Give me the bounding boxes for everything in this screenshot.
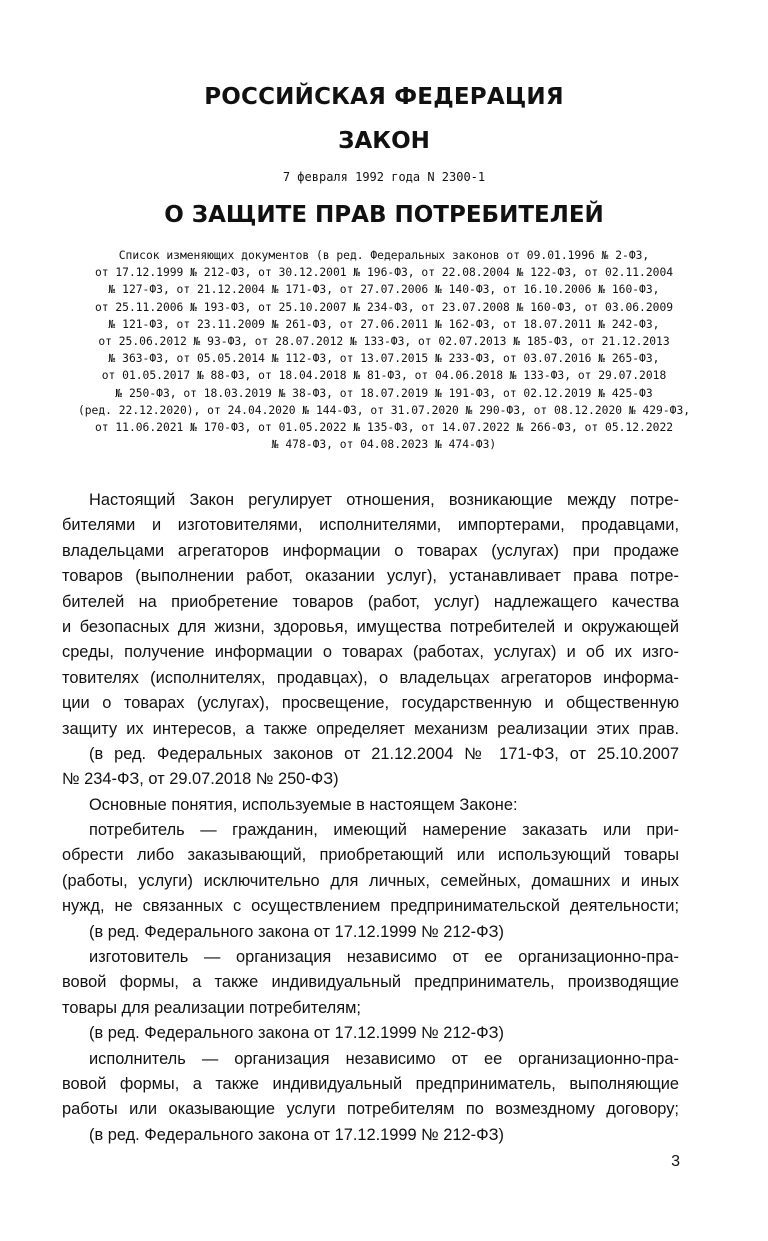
amendment-line: № 363-ФЗ, от 05.05.2014 № 112-ФЗ, от 13.07.2015 № 233-ФЗ, от 03.07.2016 № 265-ФЗ,	[108, 352, 660, 366]
amendment-line: № 250-ФЗ, от 18.03.2019 № 38-ФЗ, от 18.07.2019 № 191-ФЗ, от 02.12.2019 № 425-ФЗ	[115, 386, 653, 400]
law-body-text	[0, 488, 768, 1148]
body-line: вовой формы, а также индивидуальный предприниматель, производящие	[62, 973, 679, 992]
body-line: и безопасных для жизни, здоровья, имущества потребителей и окружающей	[62, 617, 679, 636]
body-line: бителей на приобретение товаров (работ, услуг) надлежащего качества	[62, 592, 679, 611]
body-line: владельцами агрегаторов информации о товарах (услугах) при продаже	[62, 541, 679, 560]
body-line: работы или оказывающие услуги потребителям по возмездному договору;	[62, 1100, 679, 1119]
amendment-line: (ред. 22.12.2020), от 24.04.2020 № 144-ФЗ, от 31.07.2020 № 290-ФЗ, от 08.12.2020 № 429-ФЗ,	[77, 403, 691, 417]
body-line: изготовитель — организация независимо от ее организационно-пра-	[89, 948, 679, 967]
amendment-line: от 17.12.1999 № 212-ФЗ, от 30.12.2001 № 196-ФЗ, от 22.08.2004 № 122-ФЗ, от 02.11.2004	[94, 266, 674, 280]
amendment-line: Список изменяющих документов (в ред. Федеральных законов от 09.01.1996 № 2-ФЗ,	[118, 249, 650, 262]
body-line: исполнитель — организация независимо от ее организационно-пра-	[89, 1049, 679, 1068]
law-date: 7 февраля 1992 года N 2300-1	[282, 170, 486, 184]
amendment-line: от 25.06.2012 № 93-ФЗ, от 28.07.2012 № 133-ФЗ, от 02.07.2013 № 185-ФЗ, от 21.12.2013	[98, 335, 670, 349]
amendments-list	[60, 247, 708, 453]
amendment-line: от 01.05.2017 № 88-ФЗ, от 18.04.2018 № 81-ФЗ, от 04.06.2018 № 133-ФЗ, от 29.07.2018	[101, 369, 667, 383]
body-line: потребитель — гражданин, имеющий намерение заказать или при-	[89, 821, 679, 840]
page-number: 3	[671, 1153, 680, 1170]
body-line: товаров (выполнении работ, оказании услуг), устанавливает права потре-	[62, 567, 679, 586]
law-heading: ЗАКОН	[338, 128, 430, 154]
country-heading: РОССИЙСКАЯ ФЕДЕРАЦИЯ	[204, 84, 564, 110]
body-line: ции о товарах (услугах), просвещение, государственную и общественную	[62, 694, 679, 713]
body-line: товителях (исполнителях, продавцах), о владельцах агрегаторов информа-	[62, 668, 679, 687]
body-line: (в ред. Федерального закона от 17.12.1999 № 212-ФЗ)	[89, 1024, 504, 1043]
body-line: обрести либо заказывающий, приобретающий или использующий товары	[62, 846, 679, 865]
amendment-line: от 25.11.2006 № 193-ФЗ, от 25.10.2007 № 234-ФЗ, от 23.07.2008 № 160-ФЗ, от 03.06.2009	[94, 300, 674, 314]
body-line: № 234-ФЗ, от 29.07.2018 № 250-ФЗ)	[62, 770, 339, 789]
body-line: Основные понятия, используемые в настоящем Законе:	[89, 795, 518, 814]
body-line: (в ред. Федеральных законов от 21.12.2004 № 171-ФЗ, от 25.10.2007	[89, 744, 679, 763]
body-line: Настоящий Закон регулирует отношения, возникающие между потре-	[89, 491, 679, 509]
body-line: бителями и изготовителями, исполнителями, импортерами, продавцами,	[62, 516, 679, 535]
amendment-line: от 11.06.2021 № 170-ФЗ, от 01.05.2022 № 135-ФЗ, от 14.07.2022 № 266-ФЗ, от 05.12.2022	[94, 421, 674, 435]
amendment-line: № 121-ФЗ, от 23.11.2009 № 261-ФЗ, от 27.06.2011 № 162-ФЗ, от 18.07.2011 № 242-ФЗ,	[108, 317, 660, 331]
body-line: товары для реализации потребителям;	[62, 998, 361, 1017]
amendment-line: № 478-ФЗ, от 04.08.2023 № 474-ФЗ)	[271, 438, 497, 452]
body-line: вовой формы, а также индивидуальный предприниматель, выполняющие	[62, 1074, 679, 1093]
body-line: (работы, услуги) исключительно для личных, семейных, домашних и иных	[62, 871, 679, 890]
body-line: среды, получение информации о товарах (работах, услугах) и об их изго-	[62, 643, 679, 662]
body-line: (в ред. Федерального закона от 17.12.1999 № 212-ФЗ)	[89, 1125, 504, 1144]
law-title: О ЗАЩИТЕ ПРАВ ПОТРЕБИТЕЛЕЙ	[164, 202, 604, 228]
amendment-line: № 127-ФЗ, от 21.12.2004 № 171-ФЗ, от 27.07.2006 № 140-ФЗ, от 16.10.2006 № 160-ФЗ,	[108, 283, 660, 297]
body-line: нужд, не связанных с осуществлением предпринимательской деятельности;	[62, 897, 679, 916]
body-line: (в ред. Федерального закона от 17.12.1999 № 212-ФЗ)	[89, 922, 504, 941]
body-line: защиту их интересов, а также определяет механизм реализации этих прав.	[62, 719, 679, 738]
